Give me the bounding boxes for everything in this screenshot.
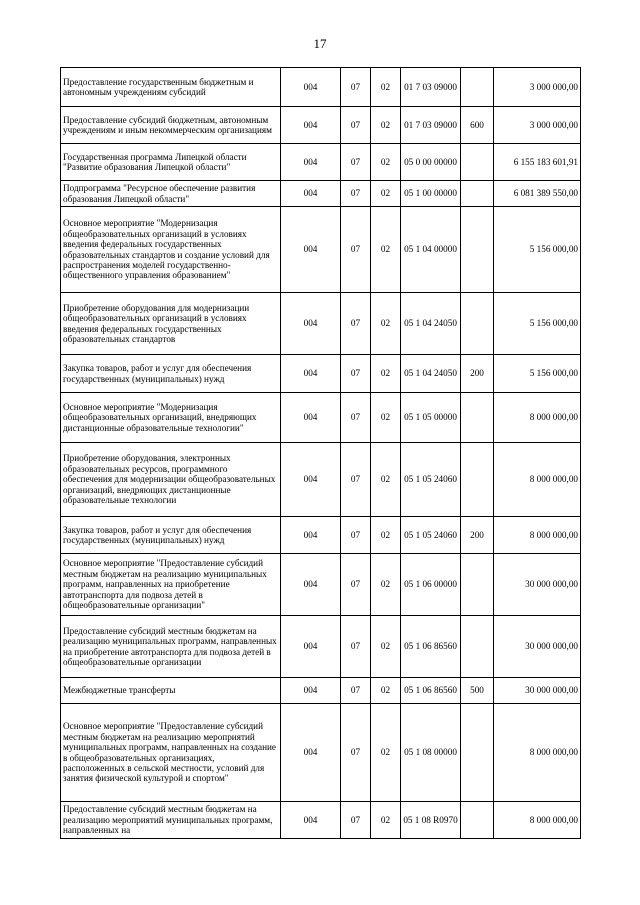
row-amount: 6 081 389 550,00 bbox=[494, 181, 581, 207]
row-code: 004 bbox=[281, 443, 341, 517]
row-code: 004 bbox=[281, 802, 341, 839]
row-code: 004 bbox=[281, 554, 341, 616]
row-vr bbox=[461, 68, 494, 107]
row-name: Основное мероприятие "Модернизация общеобразовательных организаций в условиях введения федеральных государственных образовательных стандартов и создание условий для распространения моделей государственно-общественного управления образованием" bbox=[61, 207, 281, 293]
row-vr bbox=[461, 616, 494, 678]
row-vr bbox=[461, 393, 494, 443]
row-section: 07 bbox=[341, 517, 371, 554]
row-amount: 30 000 000,00 bbox=[494, 678, 581, 704]
row-section: 07 bbox=[341, 68, 371, 107]
row-subsection: 02 bbox=[371, 802, 401, 839]
row-vr bbox=[461, 443, 494, 517]
table-row bbox=[61, 393, 581, 443]
table-row bbox=[61, 554, 581, 616]
row-name: Основное мероприятие "Предоставление субсидий местным бюджетам на реализацию муниципальных программ, направленных на приобретение автотранспорта для подвоза детей в общеобразовательные организации" bbox=[61, 554, 281, 616]
row-code: 004 bbox=[281, 616, 341, 678]
row-vr bbox=[461, 181, 494, 207]
row-name: Приобретение оборудования, электронных образовательных ресурсов, программного обеспечения для модернизации общеобразовательных организаций, внедряющих дистанционные образовательные технологии bbox=[61, 443, 281, 517]
row-amount: 8 000 000,00 bbox=[494, 802, 581, 839]
row-target: 05 1 05 24060 bbox=[401, 517, 461, 554]
row-name: Основное мероприятие "Модернизация общеобразовательных организаций, внедряющих дистанционные образовательные технологии" bbox=[61, 393, 281, 443]
row-section: 07 bbox=[341, 107, 371, 144]
row-code: 004 bbox=[281, 107, 341, 144]
row-name: Государственная программа Липецкой области "Развитие образования Липецкой области" bbox=[61, 144, 281, 181]
row-subsection: 02 bbox=[371, 393, 401, 443]
row-target: 05 1 04 24050 bbox=[401, 355, 461, 393]
row-section: 07 bbox=[341, 802, 371, 839]
row-target: 05 1 06 86560 bbox=[401, 678, 461, 704]
row-subsection: 02 bbox=[371, 144, 401, 181]
row-target: 05 0 00 00000 bbox=[401, 144, 461, 181]
table-row bbox=[61, 68, 581, 107]
row-target: 05 1 00 00000 bbox=[401, 181, 461, 207]
row-section: 07 bbox=[341, 616, 371, 678]
row-vr: 200 bbox=[461, 517, 494, 554]
row-name: Закупка товаров, работ и услуг для обеспечения государственных (муниципальных) нужд bbox=[61, 517, 281, 554]
row-vr: 500 bbox=[461, 678, 494, 704]
row-vr: 200 bbox=[461, 355, 494, 393]
row-section: 07 bbox=[341, 144, 371, 181]
row-amount: 30 000 000,00 bbox=[494, 616, 581, 678]
row-amount: 5 156 000,00 bbox=[494, 293, 581, 355]
row-section: 07 bbox=[341, 704, 371, 802]
row-section: 07 bbox=[341, 207, 371, 293]
row-section: 07 bbox=[341, 554, 371, 616]
row-amount: 30 000 000,00 bbox=[494, 554, 581, 616]
row-subsection: 02 bbox=[371, 293, 401, 355]
budget-table bbox=[60, 67, 581, 839]
row-vr bbox=[461, 144, 494, 181]
table-row bbox=[61, 181, 581, 207]
row-subsection: 02 bbox=[371, 678, 401, 704]
row-code: 004 bbox=[281, 293, 341, 355]
row-amount: 8 000 000,00 bbox=[494, 704, 581, 802]
row-amount: 5 156 000,00 bbox=[494, 207, 581, 293]
table-row bbox=[61, 355, 581, 393]
row-amount: 8 000 000,00 bbox=[494, 517, 581, 554]
row-target: 05 1 04 00000 bbox=[401, 207, 461, 293]
row-code: 004 bbox=[281, 393, 341, 443]
row-subsection: 02 bbox=[371, 181, 401, 207]
row-amount: 3 000 000,00 bbox=[494, 68, 581, 107]
row-section: 07 bbox=[341, 443, 371, 517]
row-section: 07 bbox=[341, 355, 371, 393]
row-subsection: 02 bbox=[371, 68, 401, 107]
row-amount: 5 156 000,00 bbox=[494, 355, 581, 393]
row-target: 05 1 06 00000 bbox=[401, 554, 461, 616]
row-target: 05 1 06 86560 bbox=[401, 616, 461, 678]
row-section: 07 bbox=[341, 393, 371, 443]
table-row bbox=[61, 107, 581, 144]
row-name: Основное мероприятие "Предоставление субсидий местным бюджетам на реализацию мероприятий муниципальных программ, направленных на создание в общеобразовательных организациях, расположенных в сельской местности, условий для занятия физической культурой и спортом" bbox=[61, 704, 281, 802]
row-subsection: 02 bbox=[371, 554, 401, 616]
row-name: Закупка товаров, работ и услуг для обеспечения государственных (муниципальных) нужд bbox=[61, 355, 281, 393]
row-amount: 8 000 000,00 bbox=[494, 443, 581, 517]
row-name: Предоставление субсидий местным бюджетам на реализацию муниципальных программ, направленных на приобретение автотранспорта для подвоза детей в общеобразовательные организации bbox=[61, 616, 281, 678]
table-row bbox=[61, 293, 581, 355]
row-name: Приобретение оборудования для модернизации общеобразовательных организаций в условиях введения федеральных государственных образовательных стандартов bbox=[61, 293, 281, 355]
row-subsection: 02 bbox=[371, 355, 401, 393]
row-vr bbox=[461, 704, 494, 802]
row-target: 05 1 08 R0970 bbox=[401, 802, 461, 839]
row-name: Предоставление субсидий бюджетным, автономным учреждениям и иным некоммерческим организациям bbox=[61, 107, 281, 144]
row-name: Предоставление государственным бюджетным и автономным учреждениям субсидий bbox=[61, 68, 281, 107]
row-target: 05 1 05 00000 bbox=[401, 393, 461, 443]
row-subsection: 02 bbox=[371, 616, 401, 678]
row-section: 07 bbox=[341, 181, 371, 207]
row-target: 01 7 03 09000 bbox=[401, 107, 461, 144]
table-row bbox=[61, 517, 581, 554]
table-row bbox=[61, 207, 581, 293]
row-section: 07 bbox=[341, 293, 371, 355]
row-code: 004 bbox=[281, 355, 341, 393]
table-row bbox=[61, 144, 581, 181]
row-code: 004 bbox=[281, 181, 341, 207]
row-name: Предоставление субсидий местным бюджетам на реализацию мероприятий муниципальных программ, направленных на bbox=[61, 802, 281, 839]
row-vr bbox=[461, 554, 494, 616]
row-target: 05 1 04 24050 bbox=[401, 293, 461, 355]
table-row bbox=[61, 616, 581, 678]
row-vr bbox=[461, 802, 494, 839]
row-amount: 8 000 000,00 bbox=[494, 393, 581, 443]
row-code: 004 bbox=[281, 207, 341, 293]
row-amount: 6 155 183 601,91 bbox=[494, 144, 581, 181]
table-row bbox=[61, 678, 581, 704]
row-target: 05 1 08 00000 bbox=[401, 704, 461, 802]
row-code: 004 bbox=[281, 517, 341, 554]
row-code: 004 bbox=[281, 704, 341, 802]
row-subsection: 02 bbox=[371, 704, 401, 802]
row-vr bbox=[461, 293, 494, 355]
row-subsection: 02 bbox=[371, 107, 401, 144]
row-target: 01 7 03 09000 bbox=[401, 68, 461, 107]
row-subsection: 02 bbox=[371, 443, 401, 517]
row-section: 07 bbox=[341, 678, 371, 704]
row-code: 004 bbox=[281, 678, 341, 704]
table-row bbox=[61, 802, 581, 839]
row-name: Подпрограмма "Ресурсное обеспечение развития образования Липецкой области" bbox=[61, 181, 281, 207]
table-row bbox=[61, 704, 581, 802]
row-vr bbox=[461, 207, 494, 293]
row-vr: 600 bbox=[461, 107, 494, 144]
row-subsection: 02 bbox=[371, 517, 401, 554]
row-target: 05 1 05 24060 bbox=[401, 443, 461, 517]
row-subsection: 02 bbox=[371, 207, 401, 293]
row-code: 004 bbox=[281, 68, 341, 107]
row-name: Межбюджетные трансферты bbox=[61, 678, 281, 704]
row-amount: 3 000 000,00 bbox=[494, 107, 581, 144]
table-row bbox=[61, 443, 581, 517]
row-code: 004 bbox=[281, 144, 341, 181]
page-number: 17 bbox=[313, 36, 327, 51]
